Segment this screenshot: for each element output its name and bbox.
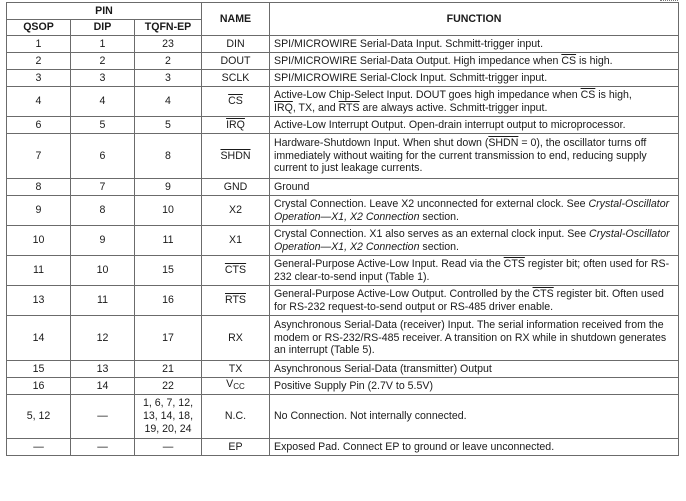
- pin-name-cell: DOUT: [202, 53, 270, 70]
- dip-cell: 6: [71, 134, 135, 179]
- table-row: [7, 378, 679, 395]
- function-cell: SPI/MICROWIRE Serial-Clock Input. Schmitt-trigger input.: [270, 70, 679, 87]
- qsop-header: QSOP: [7, 20, 71, 36]
- function-text: Active-Low Chip-Select Input. DOUT goes high impedance when: [274, 88, 578, 101]
- tqfn-cell: 5: [135, 117, 202, 134]
- function-cell: [270, 196, 679, 226]
- dip-cell: 8: [71, 196, 135, 226]
- tqfn-cell: [135, 395, 202, 439]
- pin-name-cell: [202, 256, 270, 286]
- table-row: [7, 196, 679, 226]
- tqfn-header: TQFN-EP: [135, 20, 202, 36]
- table-row: [7, 53, 679, 70]
- function-text: Crystal Connection. X1 also serves as an external clock input. See: [274, 227, 587, 240]
- dip-cell: 7: [71, 179, 135, 196]
- pin-name-subscript: CC: [233, 382, 245, 392]
- overline-signal: $\overline{CS}$: [561, 54, 577, 67]
- dip-cell: 9: [71, 226, 135, 256]
- pin-name-cell: X1: [202, 226, 270, 256]
- function-text: register bit; often used for RS-232 clear-to-send input (Table 1).: [274, 257, 670, 283]
- table-row: [7, 395, 679, 439]
- tqfn-cell: 16: [135, 286, 202, 316]
- dip-cell: 2: [71, 53, 135, 70]
- tqfn-cell: 22: [135, 378, 202, 395]
- overline-signal: $\overline{RTS}$: [225, 294, 246, 307]
- tqfn-cell: 4: [135, 87, 202, 117]
- dip-cell: 3: [71, 70, 135, 87]
- qsop-cell: 16: [7, 378, 71, 395]
- function-cell: [270, 256, 679, 286]
- qsop-cell: 3: [7, 70, 71, 87]
- pin-name-cell: [202, 134, 270, 179]
- function-header: FUNCTION: [270, 3, 679, 36]
- qsop-cell: 13: [7, 286, 71, 316]
- function-cell: Asynchronous Serial-Data (transmitter) Output: [270, 361, 679, 378]
- function-cell: Active-Low Interrupt Output. Open-drain interrupt output to microprocessor.: [270, 117, 679, 134]
- dip-cell: 14: [71, 378, 135, 395]
- pin-name-cell: DIN: [202, 36, 270, 53]
- pin-group-header: PIN: [7, 3, 202, 20]
- tqfn-cell: 3: [135, 70, 202, 87]
- tqfn-cell: 10: [135, 196, 202, 226]
- qsop-cell: 10: [7, 226, 71, 256]
- table-row: [7, 316, 679, 361]
- function-cell: [270, 53, 679, 70]
- section-reference: Crystal-Oscillator Operation—X1, X2 Connection: [274, 227, 670, 253]
- table-row: [7, 286, 679, 316]
- function-cell: Ground: [270, 179, 679, 196]
- qsop-cell: —: [7, 439, 71, 456]
- overline-signal: $\overline{IRQ}$: [226, 118, 245, 131]
- function-text: section.: [422, 240, 459, 253]
- pin-name-cell: X2: [202, 196, 270, 226]
- table-row: [7, 256, 679, 286]
- pin-name-cell: RX: [202, 316, 270, 361]
- function-cell: [270, 226, 679, 256]
- function-cell: Exposed Pad. Connect EP to ground or leave unconnected.: [270, 439, 679, 456]
- overline-signal: $\overline{CS}$: [580, 88, 596, 101]
- dip-cell: —: [71, 395, 135, 439]
- pin-name-cell: [202, 117, 270, 134]
- overline-signal: $\overline{CS}$: [228, 95, 243, 108]
- function-cell: Positive Supply Pin (2.7V to 5.5V): [270, 378, 679, 395]
- function-text: register bit. Often used for RS-232 request-to-send output or RS-485 driver enable.: [274, 287, 664, 313]
- function-cell: Asynchronous Serial-Data (receiver) Input. The serial information received from the modem or RS-232/RS-485 receiver. A transition on RX while in shutdown generates an interrupt (Table 5).: [270, 316, 679, 361]
- function-text: General-Purpose Active-Low Input. Read via the: [274, 257, 501, 270]
- section-reference: Crystal-Oscillator Operation—X1, X2 Connection: [274, 197, 670, 223]
- overline-signal: SHDN: [220, 149, 251, 162]
- pin-name-cell: N.C.: [202, 395, 270, 439]
- qsop-cell: 9: [7, 196, 71, 226]
- function-text: , TX, and: [292, 101, 336, 114]
- qsop-cell: 5, 12: [7, 395, 71, 439]
- function-text: = 0), the oscillator turns off immediately without waiting for the current transmission to end, reducing supply current to just leakage currents.: [274, 136, 647, 175]
- overline-signal: $\overline{CTS}$: [532, 287, 554, 300]
- table-row: [7, 117, 679, 134]
- overline-signal: $\overline{RTS}$: [338, 101, 360, 114]
- overline-signal: $\overline{CTS}$: [503, 257, 525, 270]
- qsop-cell: 1: [7, 36, 71, 53]
- pin-name-main: V: [226, 378, 234, 391]
- overline-signal: $\overline{IRQ}$: [274, 101, 293, 114]
- name-header: NAME: [202, 3, 270, 36]
- table-row: [7, 361, 679, 378]
- tqfn-cell: 11: [135, 226, 202, 256]
- function-cell: [270, 134, 679, 179]
- table-row: [7, 70, 679, 87]
- qsop-cell: 15: [7, 361, 71, 378]
- function-text: is high,: [598, 88, 632, 101]
- tqfn-cell: 2: [135, 53, 202, 70]
- pin-description-table: [6, 2, 679, 456]
- table-row: [7, 134, 679, 179]
- tqfn-cell: 23: [135, 36, 202, 53]
- dip-header: DIP: [71, 20, 135, 36]
- table-row: [7, 226, 679, 256]
- dip-cell: 4: [71, 87, 135, 117]
- tqfn-line: 19, 20, 24: [144, 422, 192, 435]
- dip-cell: 10: [71, 256, 135, 286]
- qsop-cell: 7: [7, 134, 71, 179]
- dip-cell: 11: [71, 286, 135, 316]
- pin-name-cell: [202, 286, 270, 316]
- header-row-1: [7, 3, 679, 20]
- table-row: [7, 179, 679, 196]
- pin-name-cell: GND: [202, 179, 270, 196]
- dip-cell: 12: [71, 316, 135, 361]
- pin-name-cell: [202, 378, 270, 395]
- tqfn-cell: 8: [135, 134, 202, 179]
- tqfn-cell: 21: [135, 361, 202, 378]
- tqfn-cell: 9: [135, 179, 202, 196]
- function-text: section.: [422, 210, 459, 223]
- function-text: are always active. Schmitt-trigger input.: [362, 101, 548, 114]
- table-row: [7, 36, 679, 53]
- qsop-cell: 11: [7, 256, 71, 286]
- qsop-cell: 8: [7, 179, 71, 196]
- function-text: Hardware-Shutdown Input. When shut down (: [274, 136, 489, 149]
- function-text: is high.: [579, 54, 613, 67]
- dip-cell: 13: [71, 361, 135, 378]
- function-cell: [270, 286, 679, 316]
- pin-name-cell: [202, 87, 270, 117]
- qsop-cell: 6: [7, 117, 71, 134]
- tqfn-line: 1, 6, 7, 12,: [142, 397, 194, 410]
- tqfn-cell: 17: [135, 316, 202, 361]
- qsop-cell: 4: [7, 87, 71, 117]
- function-text: Crystal Connection. Leave X2 unconnected for external clock. See: [274, 197, 586, 210]
- pin-name-cell: EP: [202, 439, 270, 456]
- pin-name-cell: TX: [202, 361, 270, 378]
- table-row: [7, 439, 679, 456]
- pin-name-cell: SCLK: [202, 70, 270, 87]
- table-row: [7, 87, 679, 117]
- tqfn-cell: —: [135, 439, 202, 456]
- function-cell: SPI/MICROWIRE Serial-Data Input. Schmitt-trigger input.: [270, 36, 679, 53]
- pin-description-table-frame: [6, 2, 678, 456]
- function-cell: [270, 87, 679, 117]
- overline-signal: SHDN: [488, 136, 519, 149]
- dip-cell: 1: [71, 36, 135, 53]
- tqfn-cell: 15: [135, 256, 202, 286]
- dip-cell: —: [71, 439, 135, 456]
- dip-cell: 5: [71, 117, 135, 134]
- qsop-cell: 14: [7, 316, 71, 361]
- qsop-cell: 2: [7, 53, 71, 70]
- function-cell: No Connection. Not internally connected.: [270, 395, 679, 439]
- tqfn-line: 13, 14, 18,: [142, 410, 194, 423]
- function-text: General-Purpose Active-Low Output. Controlled by the: [274, 287, 530, 300]
- function-text: SPI/MICROWIRE Serial-Data Output. High impedance when: [274, 54, 559, 67]
- overline-signal: $\overline{CTS}$: [224, 264, 247, 277]
